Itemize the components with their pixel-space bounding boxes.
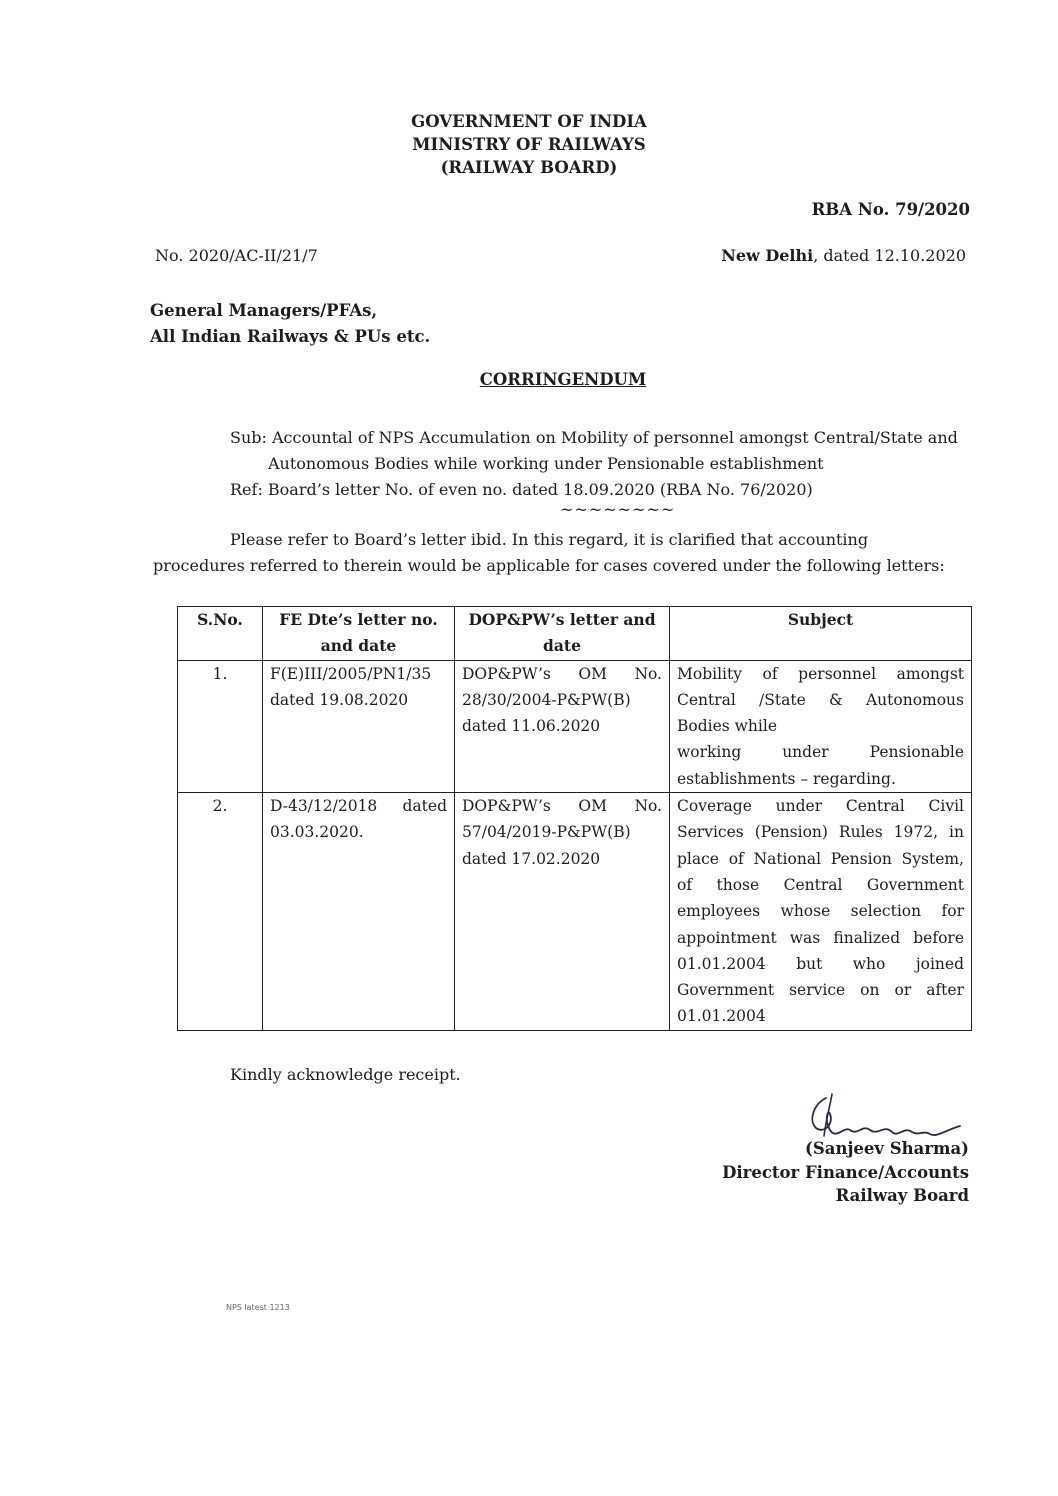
row-1-dopt-line-3: dated 11.06.2020 [462,717,601,736]
header-line-3: (RAILWAY BOARD) [440,158,618,177]
row-1-fe-line-2: dated 19.08.2020 [270,690,409,709]
row-2-dopt-word-3: No. [634,797,662,816]
row-1-subject [670,660,972,792]
addressee [150,298,430,350]
row-1-dopt-word-1: DOP&PW’s [462,664,551,683]
reference-line: Ref: Board’s letter No. of even no. dated 18.09.2020 (RBA No. 76/2020) [230,480,813,499]
row-2-fe-line-2: 03.03.2020. [270,823,364,842]
signature-block [722,1137,969,1208]
signatory-office: Railway Board [835,1186,969,1205]
row-2-fe-letter [263,793,455,1031]
letters-table [177,606,972,1031]
row-2-fe-word-1: D-43/12/2018 [270,797,378,816]
header-line-2: MINISTRY OF RAILWAYS [412,135,646,154]
separator: ~~~~~~~~ [560,500,676,519]
row-2-subject: Coverage under Central Civil Services (Pension) Rules 1972, in place of National Pension System, of those Central Government employees whose selection for appointment was finalized before 01.01.2004 but who joined Government service on or after 01.01.2004 [670,793,972,1031]
row-2-dopt-line-1 [462,793,662,819]
row-1-sno: 1. [178,660,263,792]
header-dopt-line-1: DOP&PW’s letter and [468,610,656,629]
table-row [178,793,972,1031]
row-2-dopt-letter [455,793,670,1031]
header-fe-letter [263,607,455,661]
subject-line-2: Autonomous Bodies while working under Pensionable establishment [268,454,824,473]
row-2-dopt-line-2: 57/04/2019-P&PW(B) [462,823,631,842]
date: , dated 12.10.2020 [813,246,966,265]
row-1-dopt-word-2: OM [578,664,607,683]
header-dopt-line-2: date [543,636,581,656]
subject-line-1: Sub: Accountal of NPS Accumulation on Mobility of personnel amongst Central/State and [230,428,958,447]
row-1-dopt-word-3: No. [634,664,662,683]
signatory-designation: Director Finance/Accounts [722,1162,969,1182]
header-line-1: GOVERNMENT OF INDIA [411,112,647,131]
row-2-dopt-word-2: OM [578,797,607,816]
place: New Delhi [721,246,814,265]
row-1-fe-line-1: F(E)III/2005/PN1/35 [270,664,432,683]
file-number: No. 2020/AC-II/21/7 [155,246,318,265]
subject-block [230,425,975,503]
row-1-dopt-letter [455,660,670,792]
header-fe-line-1: FE Dte’s letter no. [279,610,438,629]
row-1-dopt-line-1 [462,661,662,687]
row-2-sno: 2. [178,793,263,1031]
header-sno: S.No. [178,607,263,661]
paragraph-line-2: procedures referred to therein would be applicable for cases covered under the following letters: [153,556,945,575]
paragraph-line-1: Please refer to Board’s letter ibid. In this regard, it is clarified that accounting [230,530,869,549]
addressee-line-1: General Managers/PFAs, [150,301,378,320]
body-paragraph [153,527,971,579]
row-1-fe-letter [263,660,455,792]
row-1-dopt-line-2: 28/30/2004-P&PW(B) [462,690,631,709]
acknowledge-line: Kindly acknowledge receipt. [230,1065,461,1084]
row-2-dopt-word-1: DOP&PW’s [462,797,551,816]
rba-number: RBA No. 79/2020 [811,200,970,219]
signatory-name: (Sanjeev Sharma) [805,1139,969,1158]
row-1-subject-part-1: Mobility of personnel amongst Central /State & Autonomous Bodies while [677,664,964,736]
header-dopt-letter [455,607,670,661]
place-date [721,246,966,265]
header-fe-line-2: and date [320,636,397,656]
row-2-dopt-line-3: dated 17.02.2020 [462,849,601,868]
header-subject: Subject [670,607,972,661]
row-2-fe-word-2: dated [402,797,447,816]
row-1-subject-part-2: working under Pensionable establishments – regarding. [677,743,964,788]
table-row [178,660,972,792]
row-2-fe-line-1 [270,793,447,819]
table-header-row [178,607,972,661]
document-title: CORRINGENDUM [479,370,647,389]
addressee-line-2: All Indian Railways & PUs etc. [150,327,431,346]
footer-note: NPS latest 1213 [226,1303,290,1312]
